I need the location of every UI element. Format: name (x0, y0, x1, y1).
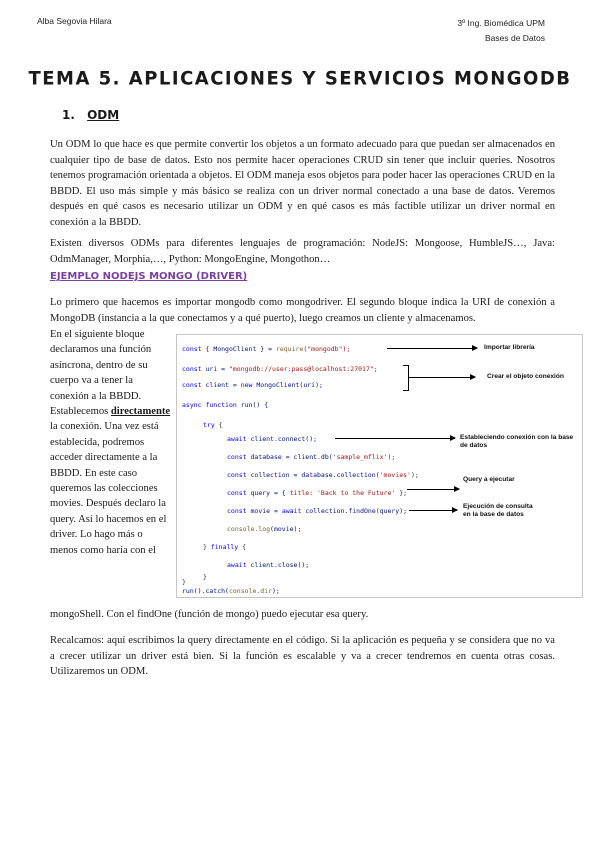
side-text-part2: la conexión. Una vez está establecida, podremos acceder directamente a la BBDD. En este caso queremos las colecciones movies. Después declaro la query. Así lo hacemos en el driver. Lo hago más o menos como haría con el (50, 421, 167, 556)
code-screenshot (176, 334, 583, 598)
arrow-query (407, 489, 459, 490)
annotation-execute-line1: Ejecución de consulta (463, 503, 533, 510)
example-subheading: EJEMPLO NODEJS MONGO (DRIVER) (50, 271, 248, 282)
paragraph-odm-list: Existen diversos ODMs para diferentes lenguajes de programación: NodeJS: Mongoose, HumbleJS…, Java: OdmManager, Morphia,…, Python: MongoEngine, Mongothon… (50, 238, 555, 265)
arrow-connection (409, 377, 475, 378)
code-line-13: await client.close(); (227, 561, 310, 569)
code-line-7: const database = client.db('sample_mflix'); (227, 453, 396, 461)
paragraph-odm-definition: Un ODM lo que hace es que permite convertir los objetos a un formato adecuado para que puedan ser almacenados en cualquier tipo de base de datos. Esto nos permite hacer operaciones CRUD sin tener que incluir queries. Nosotros tenemos programación orientada a objetos. El ODM maneja esos objetos para poder hacer las operaciones CRUD en la BBDD. El uso más simple y más básico se realiza con un driver normal conectado a una base de datos. Veremos después en qué casos es necesario utilizar un ODM y en qué casos es más factible utilizar un driver normal en conexión a la BBDD. (50, 139, 555, 228)
code-line-4: async function run() { (182, 401, 269, 409)
paragraph-summary: Recalcamos: aquí escribimos la query directamente en el código. Si la aplicación es pequeña y se considera que no va a crecer utilizar un driver está bien. Si la función es escalable y va a crecer tendremos en cuenta otras cosas. Utilizaremos un ODM. (50, 635, 555, 678)
arrow-import (387, 348, 477, 349)
course-info (457, 16, 545, 46)
side-text-bold: directamente (110, 406, 171, 418)
annotation-query: Query a ejecutar (463, 476, 515, 483)
section-label: ODM (87, 108, 120, 122)
paragraph-import: Lo primero que hacemos es importar mongodb como mongodriver. El segundo bloque indica la URI de conexión a MongoDB (instancia a la que conectamos y a qué puerto), luego creamos un cliente y almacenamos. (50, 297, 555, 324)
code-line-14: } (203, 573, 207, 581)
section-heading (62, 108, 119, 122)
author-name: Alba Segovia Hilara (37, 16, 112, 26)
annotation-import: Importar librería (484, 344, 535, 351)
brace-connection (403, 365, 409, 391)
annotation-execute-line2: en la base de datos (463, 511, 524, 518)
code-line-6: await client.connect(); (227, 435, 318, 443)
annotation-establish: Estableciendo conexión con la base de datos (460, 434, 574, 449)
code-line-11: console.log(movie); (227, 525, 302, 533)
section-number: 1. (62, 108, 75, 122)
code-line-1: const { MongoClient } = require("mongodb"); (182, 345, 351, 353)
code-line-10: const movie = await collection.findOne(query); (227, 507, 408, 515)
subject-name: Bases de Datos (484, 33, 545, 43)
paragraph-mongoshell: mongoShell. Con el findOne (función de mongo) puedo ejecutar esa query. (50, 609, 369, 620)
code-line-9: const query = { title: 'Back to the Future' }; (227, 489, 408, 497)
code-line-2: const uri = "mongodb://user:pass@localhost:27017"; (182, 365, 378, 373)
arrow-execute (409, 510, 457, 511)
code-line-5: try { (203, 421, 223, 429)
code-line-8: const collection = database.collection('movies'); (227, 471, 419, 479)
annotation-connection: Crear el objeto conexión (487, 373, 564, 380)
arrow-establish (335, 438, 455, 439)
side-explanation (50, 327, 172, 558)
course-name: 3º Ing. Biomédica UPM (457, 18, 545, 28)
annotation-execute (463, 503, 533, 519)
code-line-3: const client = new MongoClient(uri); (182, 381, 323, 389)
code-line-12: } finally { (203, 543, 247, 551)
code-line-15: } (182, 578, 186, 586)
side-text-part1: En el siguiente bloque declaramos una función asíncrona, dentro de su cuerpo va a tener la conexión a la BBDD. Establecemos (50, 329, 152, 418)
code-line-16: run().catch(console.dir); (182, 587, 280, 595)
document-title: TEMA 5. APLICACIONES Y SERVICIOS MONGODB (28, 67, 572, 90)
